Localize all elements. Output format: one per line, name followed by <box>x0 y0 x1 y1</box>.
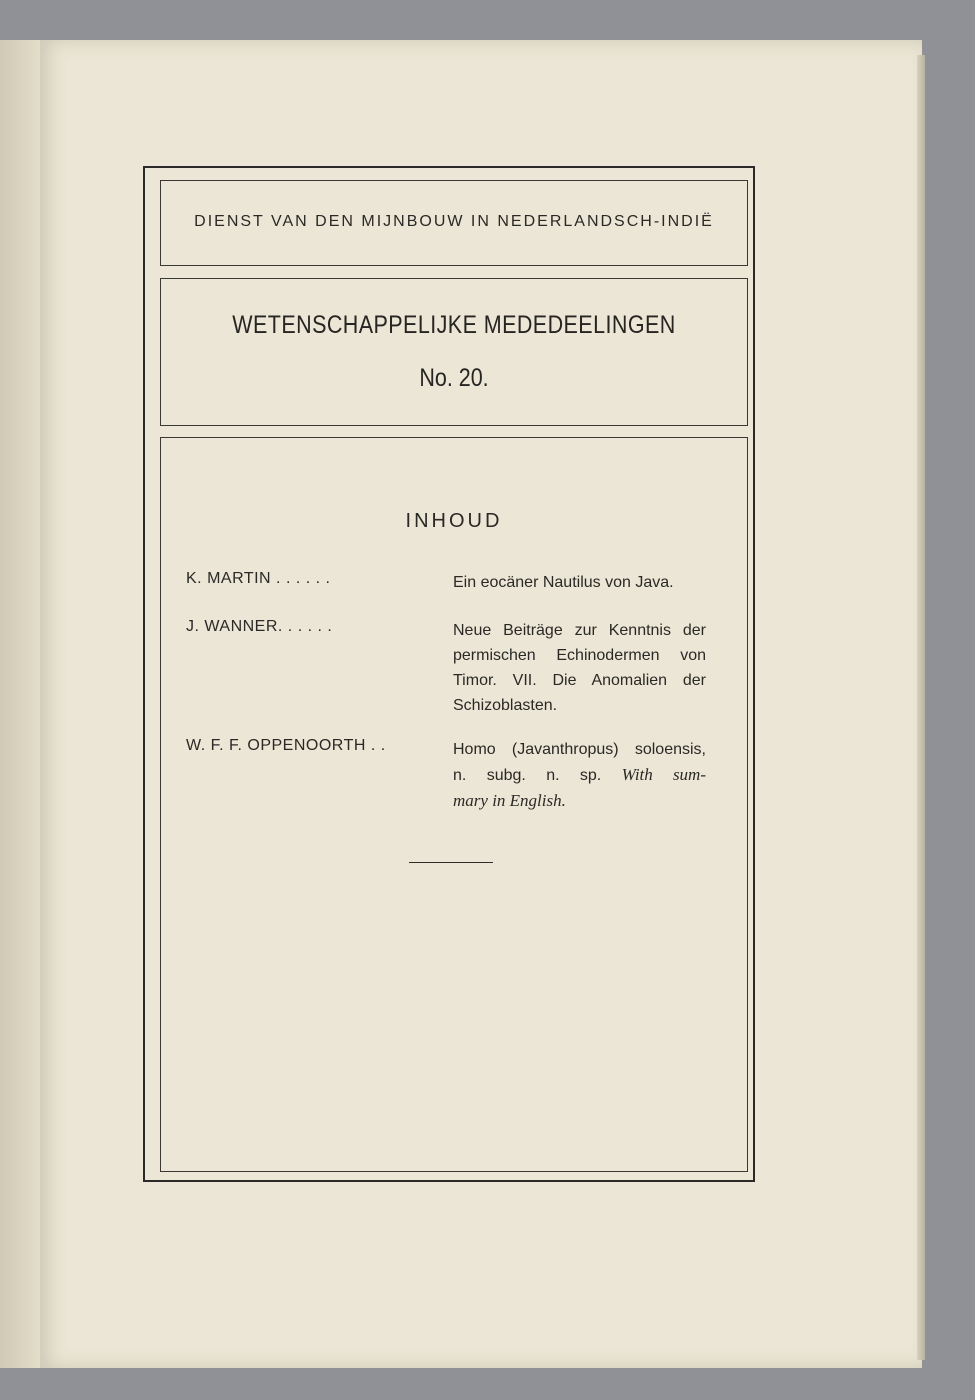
entry-title-line: Timor. VII. Die Anomalien der <box>453 672 706 689</box>
page-edge <box>917 55 925 1360</box>
entry-summary-note: With sum- <box>621 765 706 784</box>
entry-title <box>453 618 706 718</box>
entry-title-line: Schizoblasten. <box>453 697 558 714</box>
issue-number: No. 20. <box>419 364 489 392</box>
entry-title <box>453 570 706 595</box>
title-frame <box>160 278 748 426</box>
entry-author: J. WANNER. . . . . . <box>186 618 333 635</box>
entry-title-line: Homo (Javanthropus) soloensis, <box>453 741 706 758</box>
series-title: WETENSCHAPPELIJKE MEDEDEELINGEN <box>232 311 676 339</box>
entry-summary-note: mary in English. <box>453 791 566 810</box>
book-spine <box>0 40 40 1368</box>
entry-title-line: Neue Beiträge zur Kenntnis der <box>453 622 706 639</box>
entry-author: W. F. F. OPPENOORTH . . <box>186 737 386 754</box>
entry-title-line: permischen Echinodermen von <box>453 647 706 664</box>
entry-title-line-mixed <box>453 762 706 788</box>
entry-title <box>453 737 706 813</box>
institution-header: DIENST VAN DEN MIJNBOUW IN NEDERLANDSCH-INDIË <box>194 213 714 230</box>
entry-title-segment: n. subg. n. sp. <box>453 767 602 784</box>
divider-rule <box>409 862 493 863</box>
contents-heading: INHOUD <box>405 510 503 532</box>
entry-title-line: Ein eocäner Nautilus von Java. <box>453 574 674 591</box>
entry-author: K. MARTIN . . . . . . <box>186 570 331 587</box>
